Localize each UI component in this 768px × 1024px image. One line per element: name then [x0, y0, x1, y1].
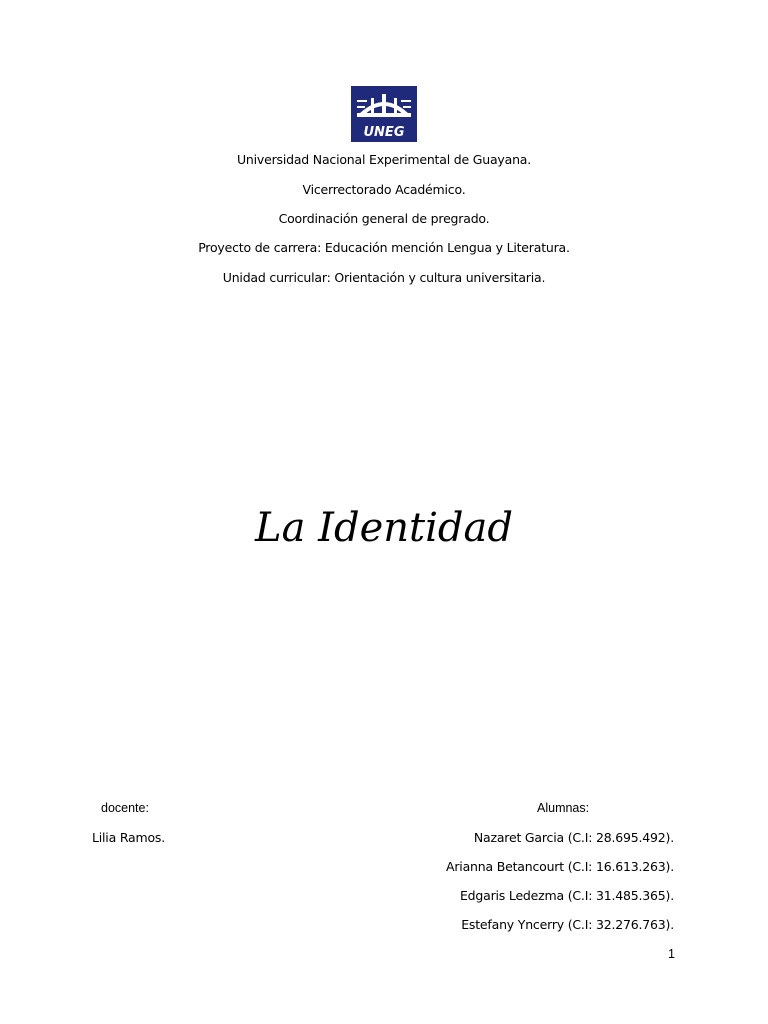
- logo-text: UNEG: [363, 125, 405, 140]
- header-unidad: Unidad curricular: Orientación y cultura universitaria.: [222, 270, 546, 285]
- page-number: 1: [668, 947, 675, 961]
- student-item: Estefany Yncerry (C.I: 32.276.763).: [461, 917, 674, 932]
- document-title: La Identidad: [255, 505, 513, 551]
- student-item: Nazaret Garcia (C.I: 28.695.492).: [473, 830, 674, 845]
- header-vicerrectorado: Vicerrectorado Académico.: [302, 182, 466, 197]
- docente-name: Lilia Ramos.: [92, 830, 165, 845]
- uneg-logo: [351, 86, 417, 142]
- header-proyecto: Proyecto de carrera: Educación mención Lengua y Literatura.: [198, 240, 570, 255]
- student-item: Arianna Betancourt (C.I: 16.613.263).: [446, 859, 674, 874]
- header-coordinacion: Coordinación general de pregrado.: [278, 211, 490, 226]
- header-university: Universidad Nacional Experimental de Guayana.: [236, 152, 532, 167]
- alumnas-label: Alumnas:: [537, 801, 590, 815]
- student-item: Edgaris Ledezma (C.I: 31.485.365).: [459, 888, 674, 903]
- docente-label: docente:: [101, 801, 149, 815]
